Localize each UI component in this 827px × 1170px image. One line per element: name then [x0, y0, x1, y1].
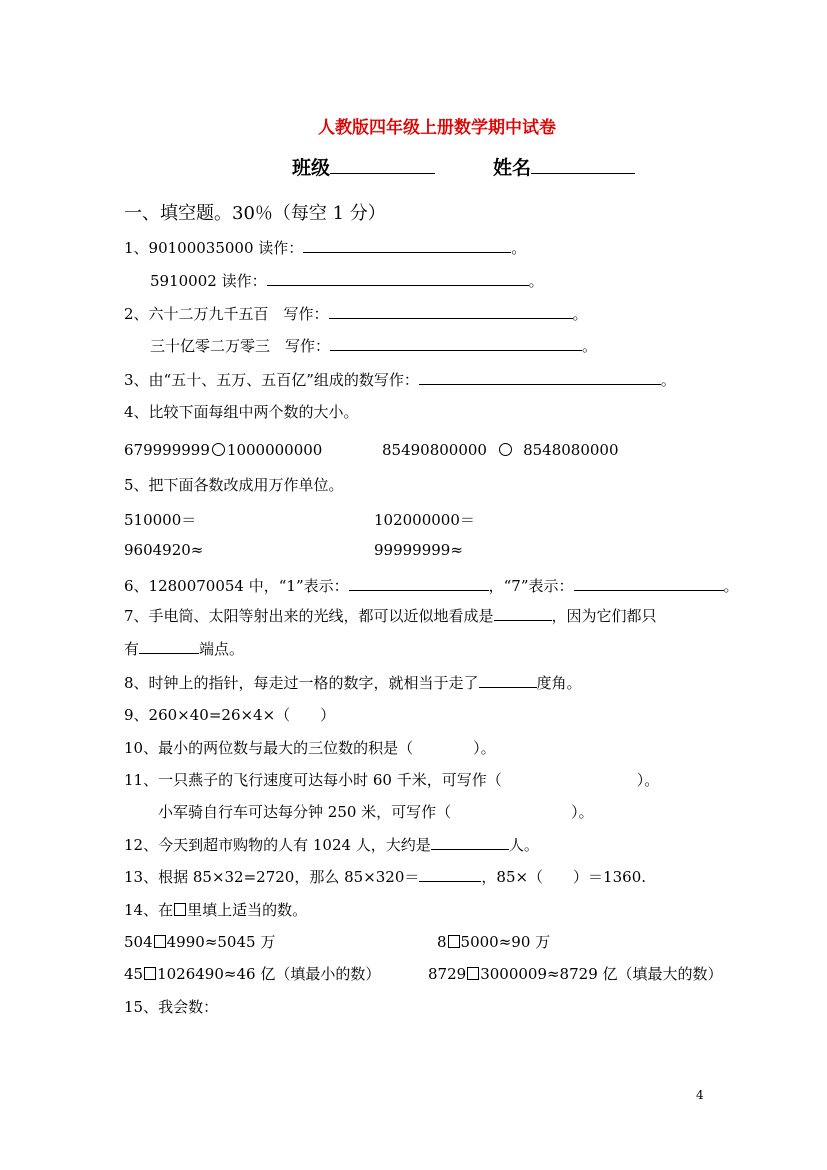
q3-blank[interactable] — [419, 370, 661, 385]
q2b-end: 。 — [582, 337, 598, 355]
q1b-end: 。 — [528, 272, 544, 290]
q3-end: 。 — [660, 371, 676, 389]
q12-text: 12、今天到超市购物的人有 1024 人，大约是 — [124, 836, 431, 854]
question-7 — [124, 605, 657, 626]
q13-blank[interactable] — [419, 867, 481, 882]
q14d — [428, 963, 723, 984]
question-11a: 11、一只燕子的飞行速度可达每小时 60 千米，可写作（ ）。 — [124, 771, 660, 789]
q4b-compare — [382, 441, 619, 459]
question-15: 15、我会数： — [124, 998, 219, 1016]
answer-box[interactable] — [467, 967, 479, 980]
q2b-blank[interactable] — [330, 336, 582, 351]
q7-text: 7、手电筒、太阳等射出来的光线，都可以近似地看成是 — [124, 607, 494, 625]
q1a-text: 1、90100035000 读作： — [124, 239, 304, 257]
class-label: 班级 — [292, 157, 331, 179]
q6-blank-1[interactable] — [349, 576, 489, 591]
q7b-text: 有 — [124, 640, 140, 658]
q13-text: 13、根据 85×32=2720，那么 85×320＝ — [124, 868, 420, 886]
answer-box[interactable] — [144, 967, 156, 980]
question-9: 9、260×40=26×4×（ ） — [124, 706, 336, 724]
question-11b: 小军骑自行车可达每分钟 250 米，可写作（ ）。 — [158, 803, 594, 821]
q14a — [124, 931, 275, 952]
q6-end: 。 — [723, 577, 739, 595]
q4b-left: 85490800000 — [382, 441, 487, 459]
page-title: 人教版四年级上册数学期中试卷 — [318, 118, 556, 138]
question-2b — [150, 335, 597, 356]
q6-mid: ，“7”表示： — [488, 577, 574, 595]
q14c — [124, 963, 380, 984]
question-12 — [124, 834, 539, 855]
question-5: 5、把下面各数改成用万作单位。 — [124, 476, 344, 494]
q14c-right: 1026490≈46 亿（填最小的数） — [157, 965, 381, 983]
q14a-right: 4990≈5045 万 — [166, 933, 276, 951]
q4a-left: 679999999 — [124, 441, 210, 459]
q7b-post: 端点。 — [199, 640, 245, 658]
question-10: 10、最小的两位数与最大的三位数的积是（ ）。 — [124, 739, 496, 757]
question-13 — [124, 866, 646, 887]
q14-post: 里填上适当的数。 — [187, 901, 308, 919]
q5c: 9604920≈ — [124, 541, 204, 559]
q5b: 102000000＝ — [374, 511, 475, 529]
class-blank[interactable] — [330, 159, 435, 174]
q1a-end: 。 — [511, 239, 527, 257]
answer-box[interactable] — [154, 935, 166, 948]
question-4: 4、比较下面每组中两个数的大小。 — [124, 403, 359, 421]
q8-text: 8、时钟上的指针，每走过一格的数字，就相当于走了 — [124, 674, 479, 692]
q6-blank-2[interactable] — [574, 576, 724, 591]
question-1b — [150, 270, 544, 291]
name-label: 姓名 — [493, 157, 532, 179]
q4a-compare — [124, 441, 322, 459]
q2a-blank[interactable] — [329, 304, 573, 319]
q1b-blank[interactable] — [267, 271, 529, 286]
q2a-text: 2、六十二万九千五百 写作： — [124, 305, 329, 323]
square-box-icon — [174, 903, 186, 916]
q2b-text: 三十亿零二万零三 写作： — [150, 337, 331, 355]
class-field — [292, 153, 435, 180]
q14b — [437, 931, 550, 952]
q1a-blank[interactable] — [303, 238, 511, 253]
q8-post: 度角。 — [536, 674, 582, 692]
question-7b — [124, 638, 244, 659]
q14b-right: 5000≈90 万 — [460, 933, 551, 951]
compare-circle[interactable] — [212, 443, 225, 456]
name-field — [493, 153, 635, 180]
q13-post: ，85×（ ）＝1360. — [481, 868, 647, 886]
q14d-right: 3000009≈8729 亿（填最大的数） — [480, 965, 723, 983]
answer-box[interactable] — [448, 935, 460, 948]
q5a: 510000＝ — [124, 511, 197, 529]
q3-text: 3、由“五十、五万、五百亿”组成的数写作： — [124, 371, 419, 389]
q14d-left: 8729 — [428, 965, 467, 983]
question-6 — [124, 575, 739, 596]
q12-post: 人。 — [508, 836, 539, 854]
question-8 — [124, 672, 582, 693]
question-2a — [124, 303, 588, 324]
q2a-end: 。 — [572, 305, 588, 323]
page-number: 4 — [696, 1088, 704, 1102]
q7-blank-1[interactable] — [494, 606, 552, 621]
q4b-right: 8548080000 — [523, 441, 619, 459]
q14-text: 14、在 — [124, 901, 174, 919]
q1b-text: 5910002 读作： — [150, 272, 267, 290]
name-blank[interactable] — [531, 159, 635, 174]
section-heading: 一、填空题。30％（每空 1 分） — [124, 203, 386, 224]
q6-text: 6、1280070054 中，“1”表示： — [124, 577, 349, 595]
question-3 — [124, 369, 676, 390]
q8-blank[interactable] — [479, 673, 537, 688]
q7-blank-2[interactable] — [139, 639, 199, 654]
q12-blank[interactable] — [431, 835, 509, 850]
question-14 — [124, 899, 307, 920]
question-1a — [124, 237, 526, 258]
q4a-right: 1000000000 — [226, 441, 323, 459]
q14b-left: 8 — [437, 933, 447, 951]
compare-circle[interactable] — [499, 443, 512, 456]
q7-post: ，因为它们都只 — [551, 607, 657, 625]
q14c-left: 45 — [124, 965, 144, 983]
q14a-left: 504 — [124, 933, 153, 951]
q5d: 99999999≈ — [374, 541, 463, 559]
